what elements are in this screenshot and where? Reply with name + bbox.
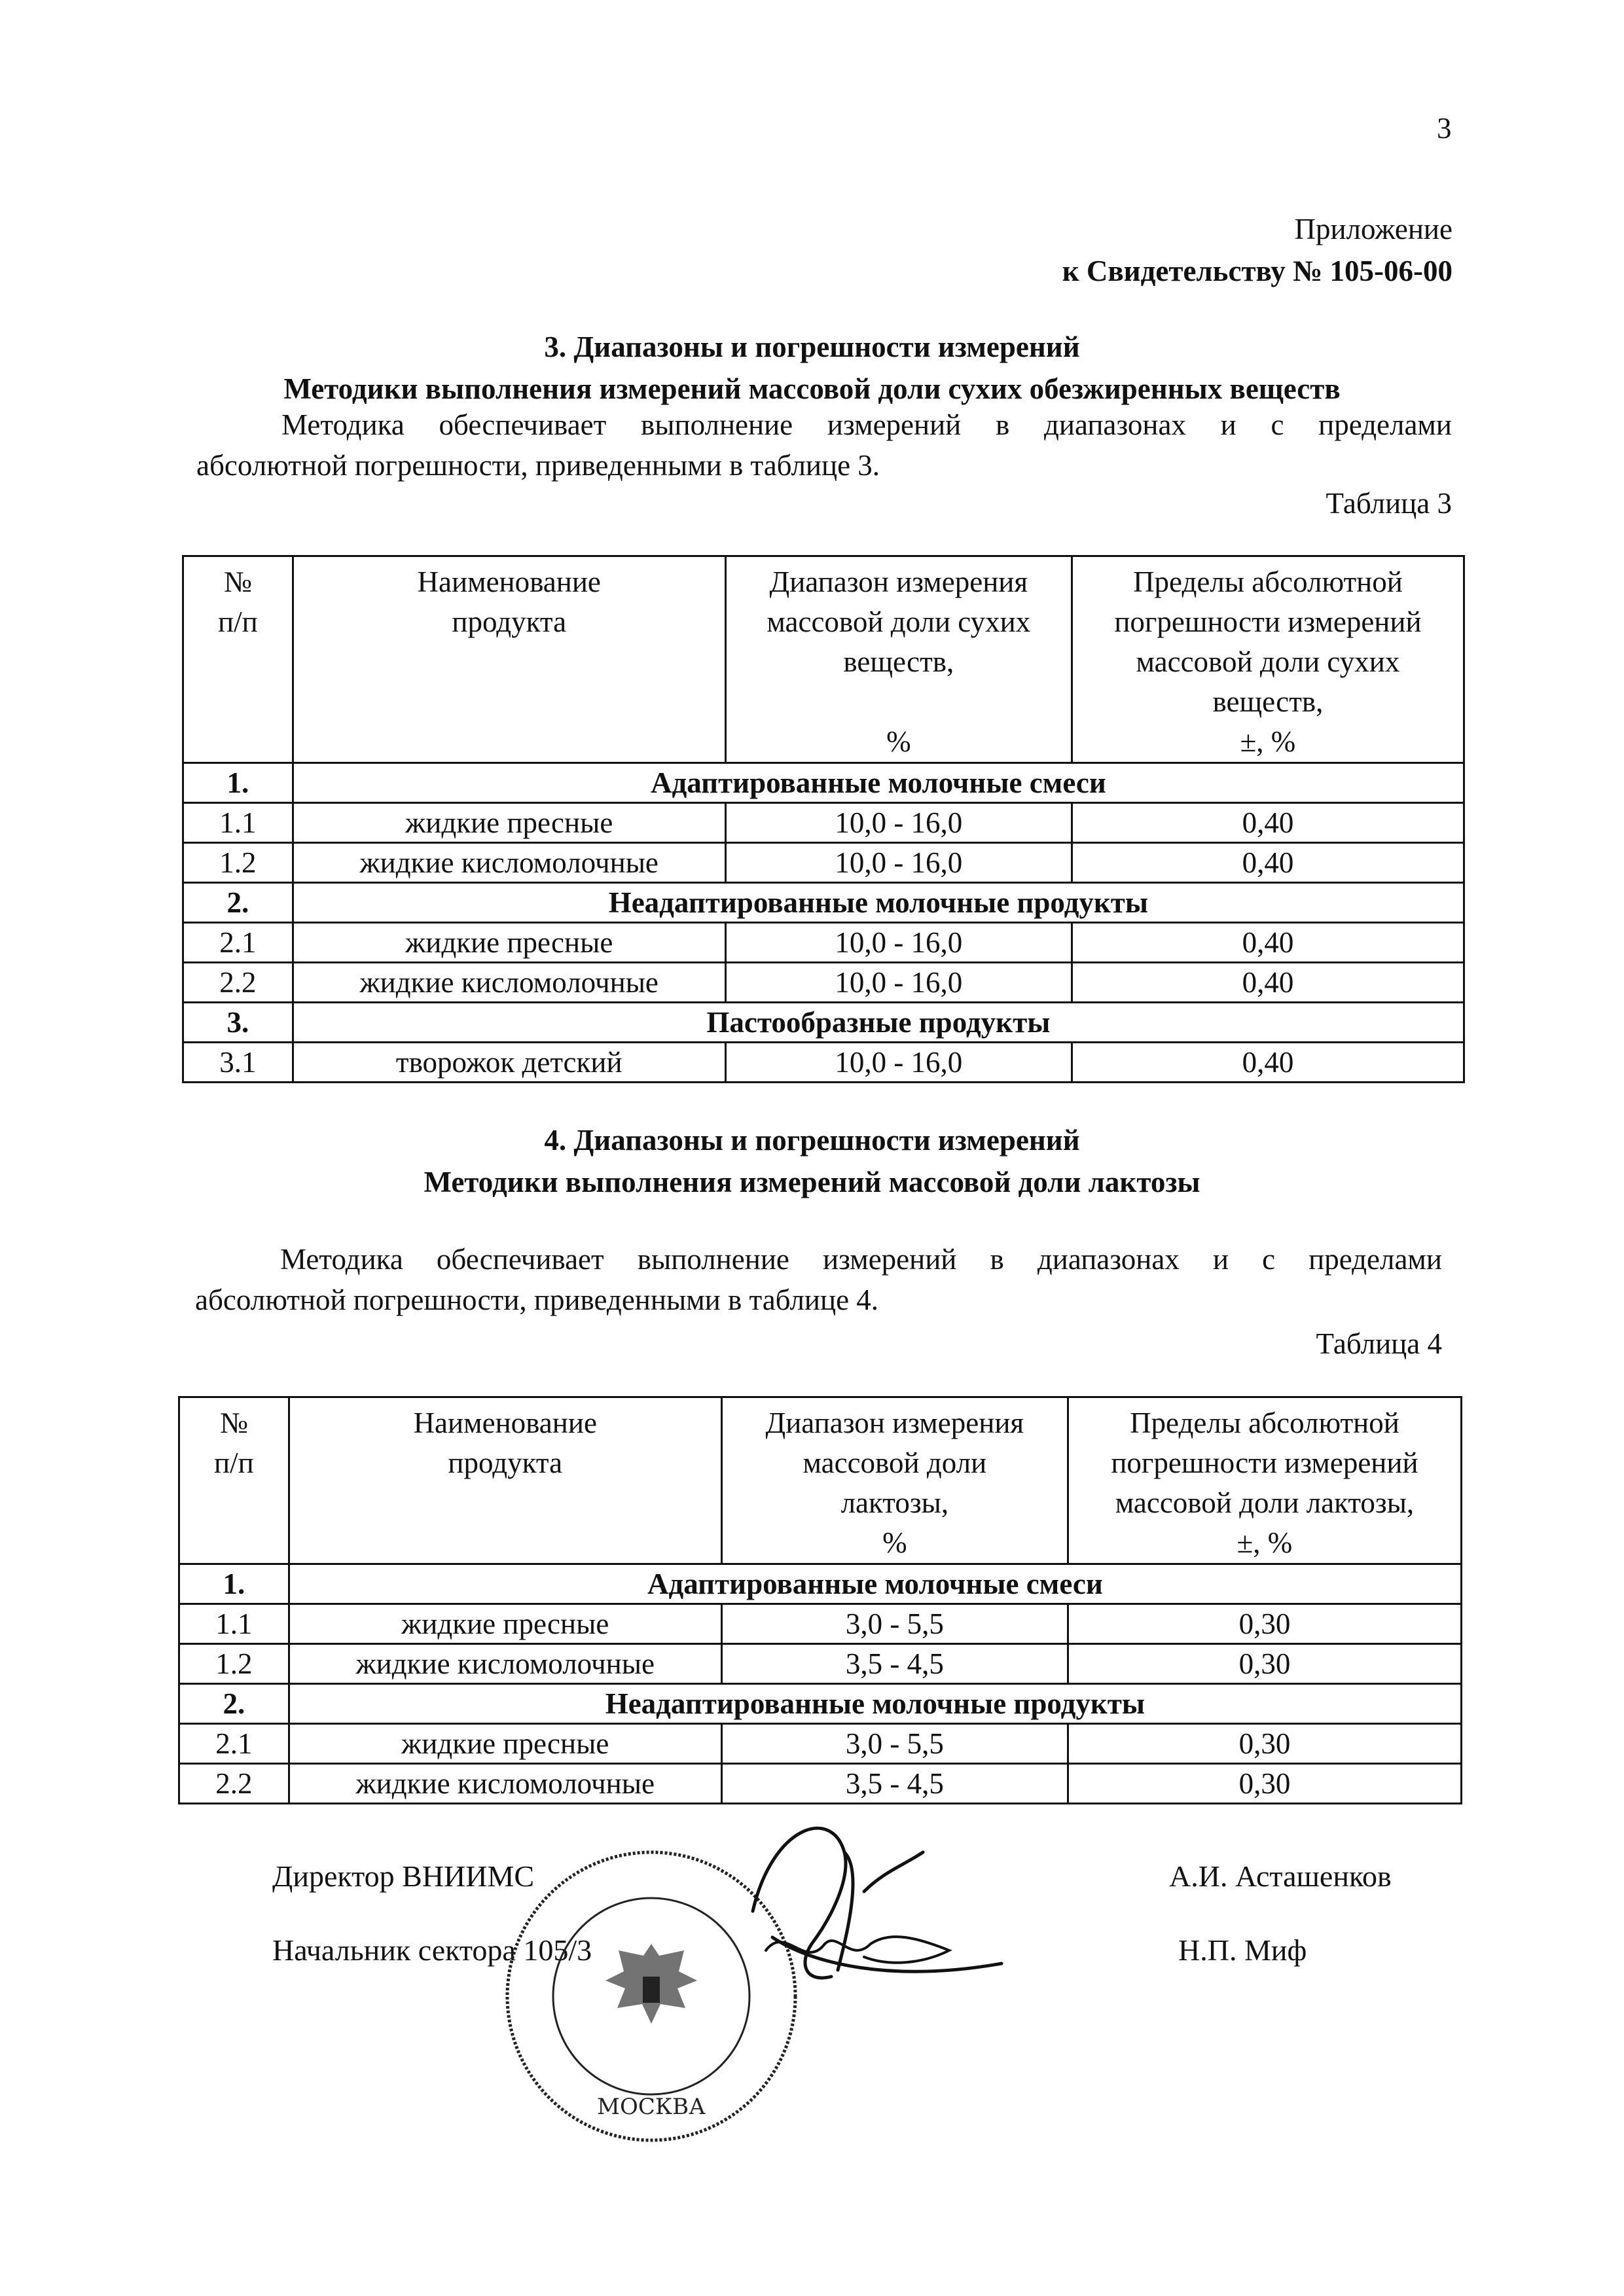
row-product-name: жидкие кисломолочные xyxy=(289,1644,721,1684)
table-row xyxy=(179,1764,1462,1804)
section-number: 2. xyxy=(183,883,293,923)
row-product-name: жидкие пресные xyxy=(289,1604,721,1644)
signature-name-director: А.И. Асташенков xyxy=(1169,1859,1392,1893)
table-row xyxy=(183,963,1464,1003)
row-error: 0,40 xyxy=(1072,963,1464,1003)
table-section-row xyxy=(183,763,1464,803)
row-number: 2.1 xyxy=(183,923,293,963)
row-range: 10,0 - 16,0 xyxy=(725,843,1072,883)
row-error: 0,40 xyxy=(1072,803,1464,843)
table-header-row xyxy=(183,556,1464,763)
row-range: 10,0 - 16,0 xyxy=(725,1043,1072,1083)
row-error: 0,40 xyxy=(1072,923,1464,963)
row-error: 0,30 xyxy=(1068,1644,1461,1684)
row-error: 0,40 xyxy=(1072,843,1464,883)
table-section-row xyxy=(179,1684,1462,1724)
table-row xyxy=(179,1644,1462,1684)
row-product-name: жидкие кисломолочные xyxy=(293,843,725,883)
appendix-label: Приложение xyxy=(1294,213,1453,245)
section3-title-line2: Методики выполнения измерений массовой доли сухих обезжиренных веществ xyxy=(283,372,1341,405)
section-number: 1. xyxy=(179,1564,289,1604)
row-number: 3.1 xyxy=(183,1043,293,1083)
header-error: Пределы абсолютной погрешности измерений массовой доли лактозы, ±, % xyxy=(1068,1397,1461,1564)
section4-paragraph-line2: абсолютной погрешности, приведенными в таблице 4. xyxy=(195,1283,879,1316)
header-error: Пределы абсолютной погрешности измерений массовой доли сухих веществ, ±, % xyxy=(1072,556,1464,763)
row-number: 1.1 xyxy=(179,1604,289,1644)
table-header-row xyxy=(179,1397,1462,1564)
row-range: 3,5 - 4,5 xyxy=(721,1644,1068,1684)
row-number: 2.2 xyxy=(183,963,293,1003)
row-range: 3,0 - 5,5 xyxy=(721,1604,1068,1644)
stamp-city: МОСКВА xyxy=(597,2094,706,2120)
row-number: 1.2 xyxy=(179,1644,289,1684)
section-title: Адаптированные молочные смеси xyxy=(293,763,1464,803)
row-error: 0,30 xyxy=(1068,1724,1461,1764)
section3-title-line1: 3. Диапазоны и погрешности измерений xyxy=(544,331,1080,363)
row-error: 0,40 xyxy=(1072,1043,1464,1083)
row-product-name: жидкие кисломолочные xyxy=(293,963,725,1003)
header-range: Диапазон измерения массовой доли сухих веществ, % xyxy=(725,556,1072,763)
section-title: Неадаптированные молочные продукты xyxy=(293,883,1464,923)
page-number: 3 xyxy=(1437,112,1452,145)
section3-title xyxy=(0,326,1624,410)
section-title: Адаптированные молочные смеси xyxy=(289,1564,1461,1604)
table-row xyxy=(183,923,1464,963)
section3-paragraph-line1: Методика обеспечивает выполнение измерений в диапазонах и с пределами xyxy=(281,408,1452,441)
signature-role-sector-head: Начальник сектора 105/3 xyxy=(272,1933,592,1967)
signature-name-sector-head: Н.П. Миф xyxy=(1178,1933,1307,1967)
table-section-row xyxy=(183,1003,1464,1043)
header-number: № п/п xyxy=(183,556,293,763)
row-product-name: жидкие пресные xyxy=(289,1724,721,1764)
row-number: 2.1 xyxy=(179,1724,289,1764)
section4-title xyxy=(0,1119,1624,1203)
header-number: № п/п xyxy=(179,1397,289,1564)
appendix-header xyxy=(1062,208,1453,292)
row-product-name: жидкие кисломолочные xyxy=(289,1764,721,1804)
row-number: 1.1 xyxy=(183,803,293,843)
row-range: 10,0 - 16,0 xyxy=(725,923,1072,963)
header-range: Диапазон измерения массовой доли лактозы, % xyxy=(721,1397,1068,1564)
table-row xyxy=(183,843,1464,883)
section-number: 1. xyxy=(183,763,293,803)
table-3 xyxy=(182,555,1465,1083)
header-product-name: Наименование продукта xyxy=(289,1397,721,1564)
row-range: 10,0 - 16,0 xyxy=(725,803,1072,843)
signature-role-director: Директор ВНИИМС xyxy=(272,1859,535,1893)
row-number: 2.2 xyxy=(179,1764,289,1804)
section-number: 3. xyxy=(183,1003,293,1043)
table-row xyxy=(183,803,1464,843)
section3-paragraph xyxy=(196,404,1452,486)
row-product-name: жидкие пресные xyxy=(293,803,725,843)
sector-head-signature xyxy=(759,1918,956,1977)
row-number: 1.2 xyxy=(183,843,293,883)
section4-paragraph-line1: Методика обеспечивает выполнение измерений в диапазонах и с пределами xyxy=(280,1243,1442,1276)
emblem-icon xyxy=(605,1944,697,2024)
section-title: Неадаптированные молочные продукты xyxy=(289,1684,1461,1724)
table-row xyxy=(179,1604,1462,1644)
row-product-name: творожок детский xyxy=(293,1043,725,1083)
section4-title-line1: 4. Диапазоны и погрешности измерений xyxy=(544,1124,1080,1157)
appendix-certificate: к Свидетельству № 105-06-00 xyxy=(1062,255,1453,287)
row-range: 3,0 - 5,5 xyxy=(721,1724,1068,1764)
row-error: 0,30 xyxy=(1068,1764,1461,1804)
section4-paragraph xyxy=(195,1239,1442,1320)
table-section-row xyxy=(183,883,1464,923)
row-product-name: жидкие пресные xyxy=(293,923,725,963)
section4-title-line2: Методики выполнения измерений массовой доли лактозы xyxy=(424,1166,1200,1198)
table-4 xyxy=(178,1396,1462,1804)
table4-caption: Таблица 4 xyxy=(1316,1327,1442,1360)
row-range: 3,5 - 4,5 xyxy=(721,1764,1068,1804)
table3-caption: Таблица 3 xyxy=(1326,487,1452,520)
table-row xyxy=(179,1724,1462,1764)
table-row xyxy=(183,1043,1464,1083)
table-section-row xyxy=(179,1564,1462,1604)
section-title: Пастообразные продукты xyxy=(293,1003,1464,1043)
row-range: 10,0 - 16,0 xyxy=(725,963,1072,1003)
header-product-name: Наименование продукта xyxy=(293,556,725,763)
row-error: 0,30 xyxy=(1068,1604,1461,1644)
section-number: 2. xyxy=(179,1684,289,1724)
section3-paragraph-line2: абсолютной погрешности, приведенными в таблице 3. xyxy=(196,449,880,482)
